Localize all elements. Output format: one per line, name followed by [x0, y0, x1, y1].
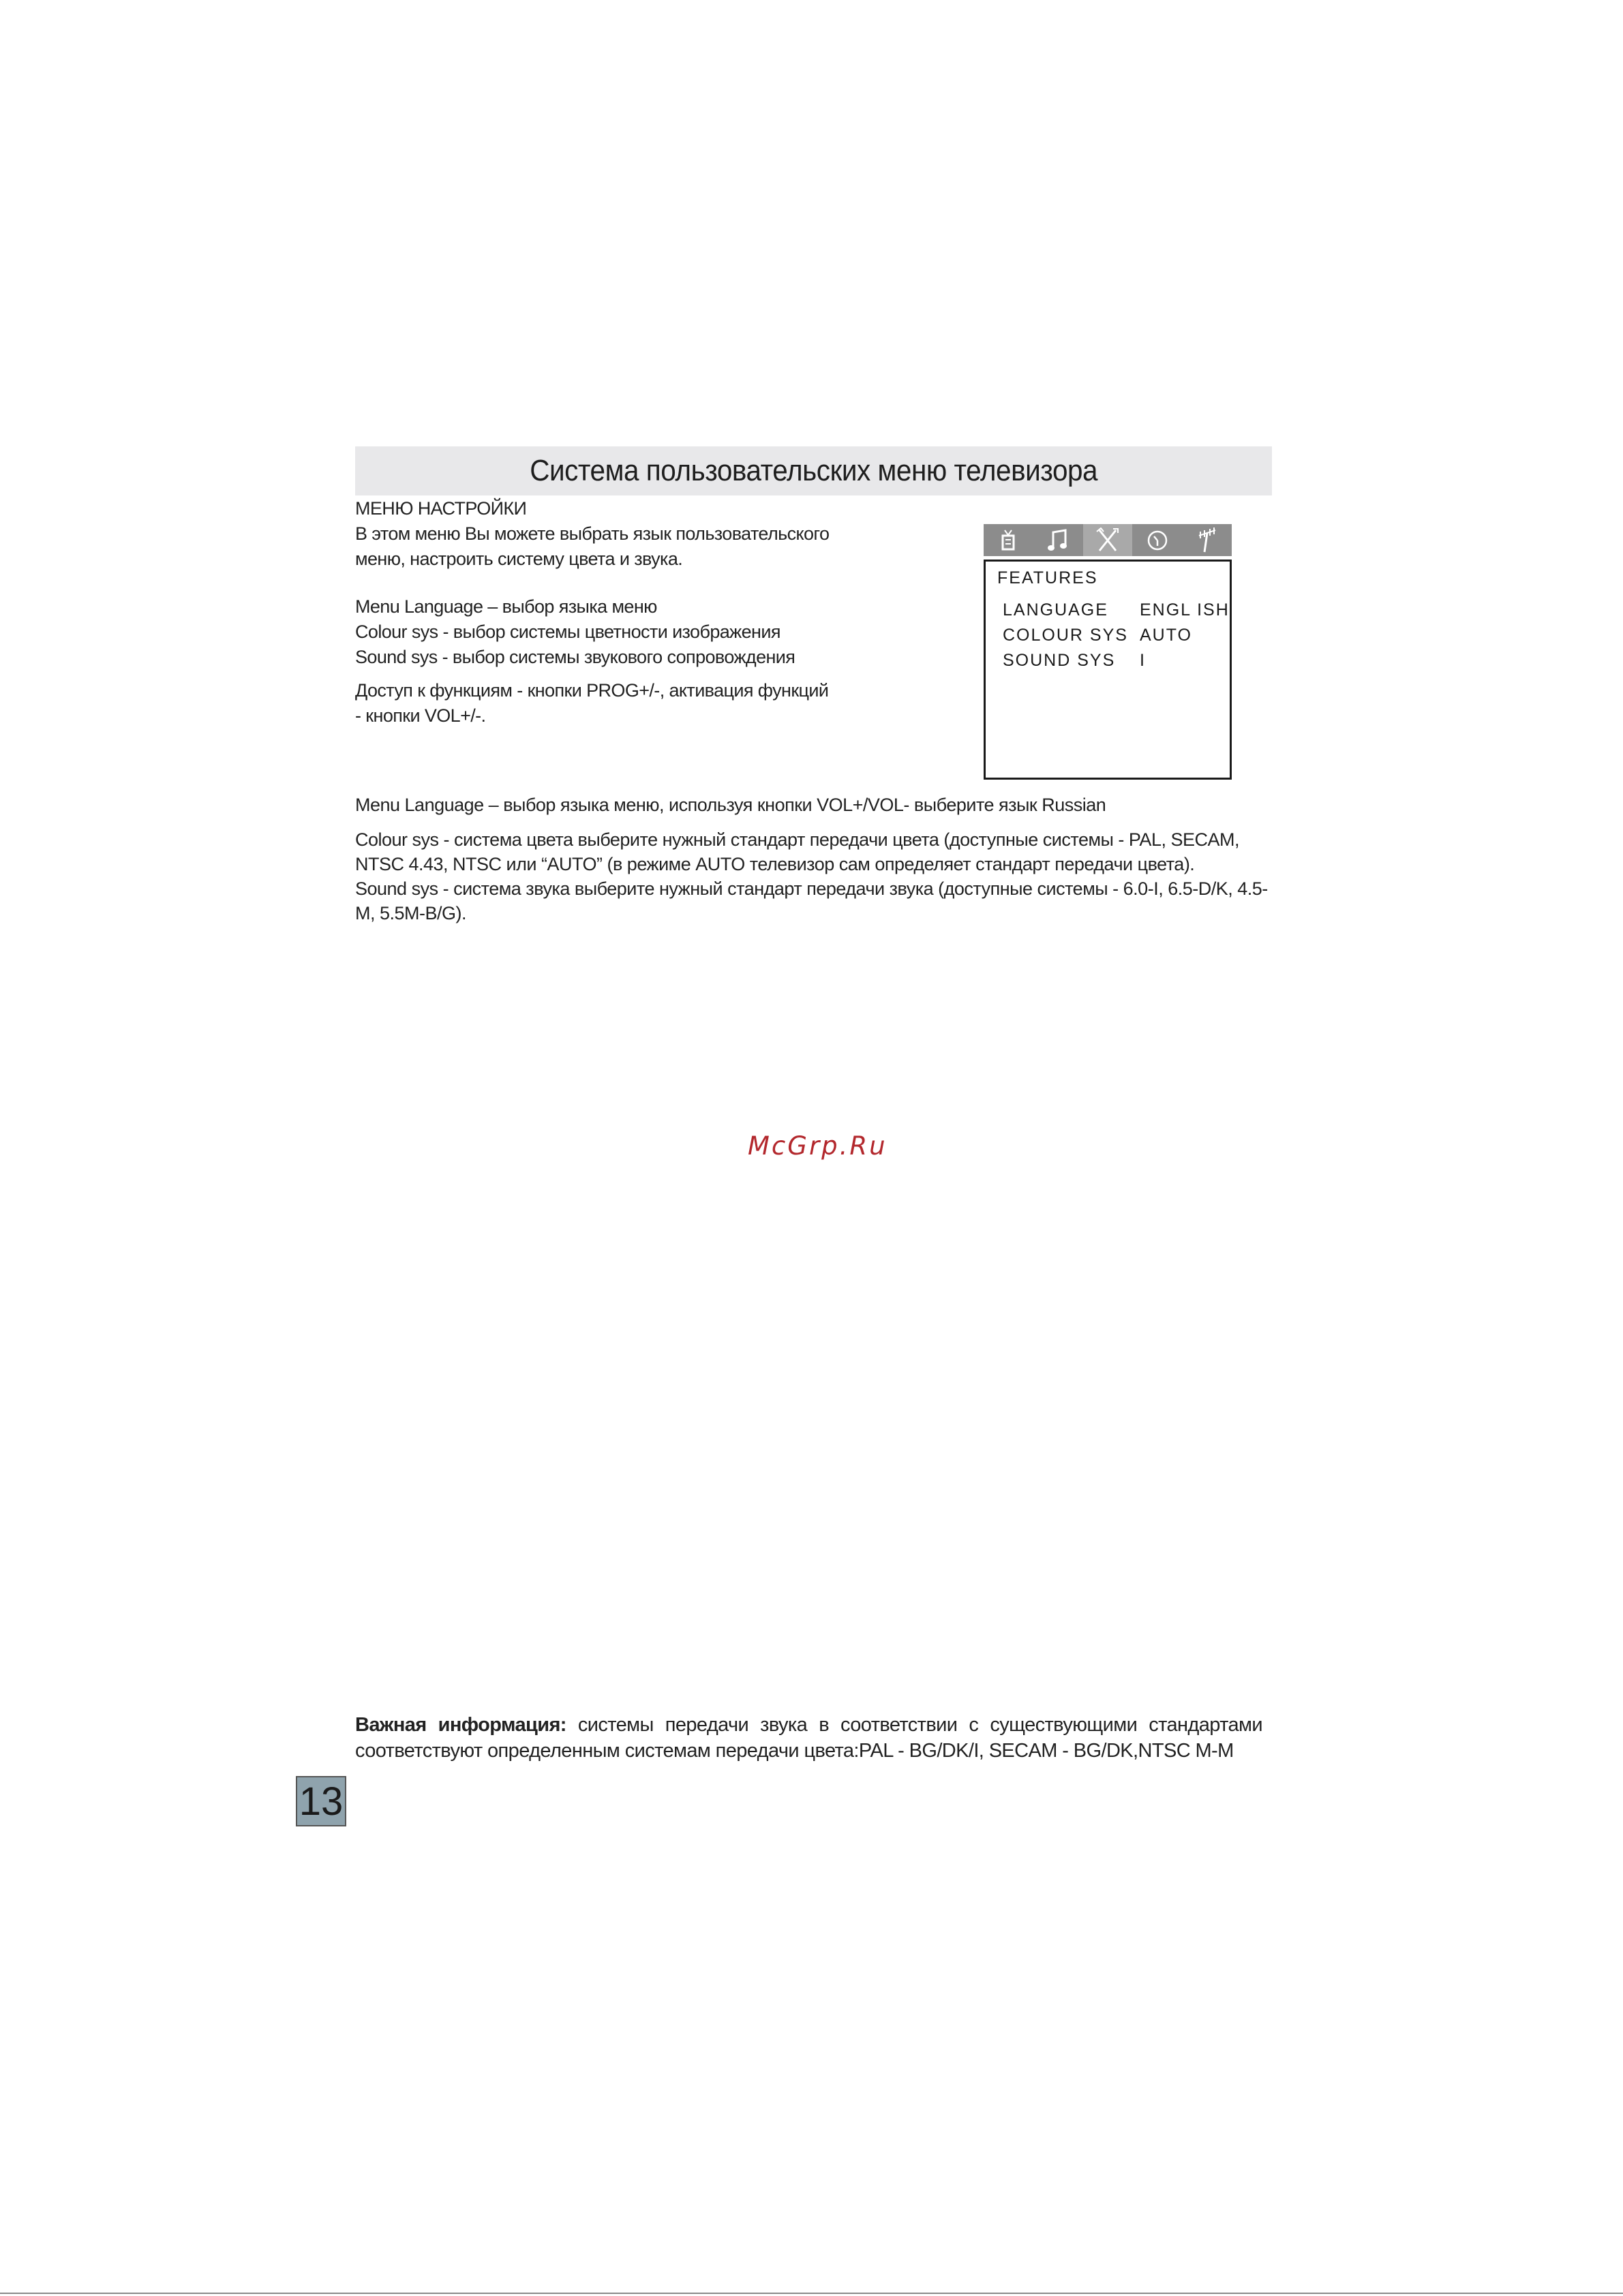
intro-line: меню, настроить систему цвета и звука. — [355, 549, 683, 569]
access-line: Доступ к функциям - кнопки PROG+/-, активация функций — [355, 680, 829, 701]
function-line: Colour sys - выбор системы цветности изображения — [355, 622, 780, 642]
access-line: - кнопки VOL+/-. — [355, 705, 486, 726]
detail-paragraph: Menu Language – выбор языка меню, используя кнопки VOL+/VOL- выберите язык Russian — [355, 795, 1106, 815]
detail-paragraph: Colour sys - система цвета выберите нужный стандарт передачи цвета (доступные системы - PAL, SECAM, NTSC 4.43, NTSC или “AUTO” (в режиме AUTO телевизор сам определяет стандарт передачи цвета). — [355, 829, 1239, 874]
section-heading: МЕНЮ НАСТРОЙКИ — [355, 498, 527, 519]
page-title-bar — [355, 446, 1272, 495]
tv-menu-title: FEATURES — [997, 568, 1098, 587]
bottom-divider — [0, 2293, 1623, 2294]
important-note — [355, 1712, 1262, 1764]
tv-menu-row-label: LANGUAGE — [1003, 600, 1108, 619]
tv-menu-row-label: SOUND SYS — [1003, 651, 1116, 670]
antenna-icon — [1182, 524, 1232, 556]
important-note-label: Важная информация: — [355, 1714, 566, 1736]
watermark: McGrp.Ru — [748, 1131, 888, 1161]
tv-icon — [984, 524, 1033, 556]
tv-menu-panel — [984, 560, 1232, 780]
tv-menu-row-label: COLOUR SYS — [1003, 626, 1128, 645]
tv-menu-row-value: I — [1140, 651, 1146, 670]
page-number: 13 — [296, 1776, 346, 1826]
music-note-icon — [1033, 524, 1083, 556]
tv-menu-row — [1003, 626, 1192, 645]
tv-menu-icon-bar — [984, 524, 1232, 556]
clock-icon — [1132, 524, 1182, 556]
function-line: Menu Language – выбор языка меню — [355, 596, 657, 617]
important-note-text: системы передачи звука в соответствии с существующими стандартами соответствуют определенным системам передачи цвета:PAL - BG/DK/I, SECAM - BG/DK,NTSC M-M — [355, 1714, 1262, 1762]
tv-menu-row-value: AUTO — [1140, 626, 1192, 645]
tv-menu-row-value: ENGL ISH — [1140, 600, 1230, 619]
function-line: Sound sys - выбор системы звукового сопровождения — [355, 647, 795, 667]
page-title: Система пользовательских меню телевизора — [530, 454, 1097, 487]
tools-icon — [1083, 524, 1133, 556]
intro-line: В этом меню Вы можете выбрать язык пользовательского — [355, 523, 830, 544]
detail-paragraph: Sound sys - система звука выберите нужный стандарт передачи звука (доступные системы - 6.0-I, 6.5-D/K, 4.5-M, 5.5M-B/G). — [355, 878, 1268, 923]
tv-menu-row — [1003, 600, 1230, 620]
tv-menu-row — [1003, 651, 1146, 671]
